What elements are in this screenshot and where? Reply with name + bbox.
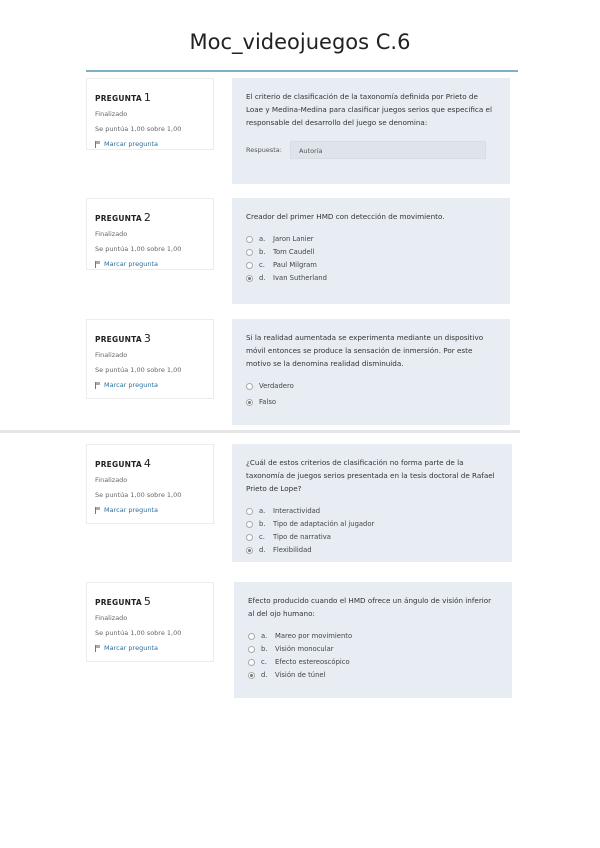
- question-1-heading: [95, 91, 213, 104]
- flag-icon: [95, 141, 101, 147]
- option-label: Paul Milgram: [273, 261, 317, 269]
- answer-option[interactable]: [248, 643, 498, 656]
- option-letter: d.: [261, 671, 268, 679]
- flag-question-link[interactable]: [95, 381, 213, 389]
- option-label: Tipo de adaptación al jugador: [273, 520, 375, 528]
- option-letter: c.: [259, 261, 265, 269]
- question-score: Se puntúa 1,00 sobre 1,00: [95, 245, 182, 253]
- radio-button[interactable]: [246, 383, 253, 390]
- option-label: Jaron Lanier: [273, 235, 314, 243]
- question-number: 3: [143, 332, 152, 345]
- question-label: PREGUNTA: [95, 94, 142, 103]
- option-label: Interactividad: [273, 507, 321, 515]
- flag-label: Marcar pregunta: [104, 644, 158, 652]
- answer-option[interactable]: [248, 656, 498, 669]
- answer-option[interactable]: [248, 669, 498, 682]
- flag-icon: [95, 645, 101, 651]
- question-4-heading: [95, 457, 213, 470]
- radio-button[interactable]: [246, 262, 253, 269]
- question-number: 4: [143, 457, 152, 470]
- question-state: Finalizado: [95, 476, 128, 484]
- option-letter: c.: [259, 533, 265, 541]
- question-2-content: [232, 198, 510, 304]
- flag-label: Marcar pregunta: [104, 260, 158, 268]
- option-letter: d.: [259, 274, 266, 282]
- question-1-info: [86, 78, 214, 150]
- option-letter: b.: [259, 248, 266, 256]
- answer-options: [246, 233, 496, 285]
- answer-option[interactable]: [246, 518, 498, 531]
- answer-option[interactable]: [246, 246, 496, 259]
- answer-option[interactable]: [246, 259, 496, 272]
- question-number: 5: [143, 595, 152, 608]
- flag-label: Marcar pregunta: [104, 381, 158, 389]
- flag-icon: [95, 382, 101, 388]
- question-score: Se puntúa 1,00 sobre 1,00: [95, 629, 182, 637]
- answer-options: [246, 378, 496, 410]
- question-state: Finalizado: [95, 230, 128, 238]
- question-text: Si la realidad aumentada se experimenta mediante un dispositivo móvil entonces se produce la sensación de inmersión. Por este motivo se la denomina realidad disminuida.: [246, 333, 484, 368]
- question-text: ¿Cuál de estos criterios de clasificación no forma parte de la taxonomía de juegos serios presentada en la tesis doctoral de Rafael Prieto de Lope?: [246, 458, 495, 493]
- flag-question-link[interactable]: [95, 140, 213, 148]
- option-letter: c.: [261, 658, 267, 666]
- flag-question-link[interactable]: [95, 260, 213, 268]
- question-score: Se puntúa 1,00 sobre 1,00: [95, 125, 182, 133]
- option-letter: d.: [259, 546, 266, 554]
- question-3-content: [232, 319, 510, 425]
- question-state: Finalizado: [95, 614, 128, 622]
- question-state: Finalizado: [95, 110, 128, 118]
- radio-button[interactable]: [246, 534, 253, 541]
- radio-button[interactable]: [248, 633, 255, 640]
- question-state: Finalizado: [95, 351, 128, 359]
- radio-button[interactable]: [248, 646, 255, 653]
- question-5-heading: [95, 595, 213, 608]
- option-label: Visión monocular: [275, 645, 334, 653]
- question-5-content: [234, 582, 512, 698]
- option-letter: a.: [261, 632, 268, 640]
- question-3-heading: [95, 332, 213, 345]
- option-label: Falso: [259, 397, 277, 406]
- title-divider: [86, 70, 518, 72]
- answer-option[interactable]: [246, 233, 496, 246]
- radio-button-selected[interactable]: [246, 547, 253, 554]
- answer-option[interactable]: [246, 272, 496, 285]
- question-label: PREGUNTA: [95, 460, 142, 469]
- radio-button-selected[interactable]: [246, 399, 253, 406]
- question-2-heading: [95, 211, 213, 224]
- option-letter: b.: [261, 645, 268, 653]
- flag-label: Marcar pregunta: [104, 140, 158, 148]
- question-text: Efecto producido cuando el HMD ofrece un ángulo de visión inferior al del ojo humano:: [248, 596, 492, 618]
- question-2-info: [86, 198, 214, 270]
- question-label: PREGUNTA: [95, 335, 142, 344]
- flag-label: Marcar pregunta: [104, 506, 158, 514]
- page-title: Moc_videojuegos C.6: [189, 30, 411, 54]
- radio-button-selected[interactable]: [246, 275, 253, 282]
- option-label: Visión de túnel: [275, 671, 326, 679]
- answer-option[interactable]: [248, 630, 498, 643]
- option-letter: a.: [259, 507, 266, 515]
- flag-question-link[interactable]: [95, 506, 213, 514]
- radio-button[interactable]: [246, 508, 253, 515]
- question-score: Se puntúa 1,00 sobre 1,00: [95, 491, 182, 499]
- question-label: PREGUNTA: [95, 598, 142, 607]
- answer-label: Respuesta:: [246, 145, 282, 154]
- answer-options: [246, 505, 498, 557]
- answer-option[interactable]: [246, 544, 498, 557]
- answer-option[interactable]: [246, 531, 498, 544]
- answer-options: [248, 630, 498, 682]
- question-5-info: [86, 582, 214, 662]
- answer-option[interactable]: [246, 378, 496, 394]
- question-1-content: [232, 78, 510, 184]
- option-label: Tipo de narrativa: [273, 533, 331, 541]
- question-4-content: [232, 444, 512, 562]
- radio-button[interactable]: [246, 249, 253, 256]
- radio-button[interactable]: [246, 521, 253, 528]
- answer-option[interactable]: [246, 394, 496, 410]
- radio-button[interactable]: [246, 236, 253, 243]
- option-label: Tom Caudell: [273, 248, 315, 256]
- flag-question-link[interactable]: [95, 644, 213, 652]
- option-label: Efecto estereoscópico: [275, 658, 350, 666]
- answer-option[interactable]: [246, 505, 498, 518]
- option-label: Verdadero: [259, 381, 294, 390]
- question-3-info: [86, 319, 214, 399]
- answer-row: [246, 141, 496, 159]
- option-label: Mareo por movimiento: [275, 632, 353, 640]
- question-label: PREGUNTA: [95, 214, 142, 223]
- radio-button-selected[interactable]: [248, 672, 255, 679]
- answer-input[interactable]: Autoría: [290, 141, 486, 159]
- option-letter: b.: [259, 520, 266, 528]
- question-score: Se puntúa 1,00 sobre 1,00: [95, 366, 182, 374]
- flag-icon: [95, 261, 101, 267]
- radio-button[interactable]: [248, 659, 255, 666]
- question-number: 2: [143, 211, 152, 224]
- option-letter: a.: [259, 235, 266, 243]
- question-4-info: [86, 444, 214, 524]
- option-label: Ivan Sutherland: [273, 274, 327, 282]
- question-number: 1: [143, 91, 152, 104]
- question-text: Creador del primer HMD con detección de movimiento.: [246, 212, 445, 221]
- page-break-divider: [0, 430, 520, 433]
- question-text: El criterio de clasificación de la taxonomía definida por Prieto de Loae y Medina-Medina para clasificar juegos serios que especifica el responsable del desarrollo del juego se denomina:: [246, 92, 492, 127]
- option-label: Flexibilidad: [273, 546, 312, 554]
- flag-icon: [95, 507, 101, 513]
